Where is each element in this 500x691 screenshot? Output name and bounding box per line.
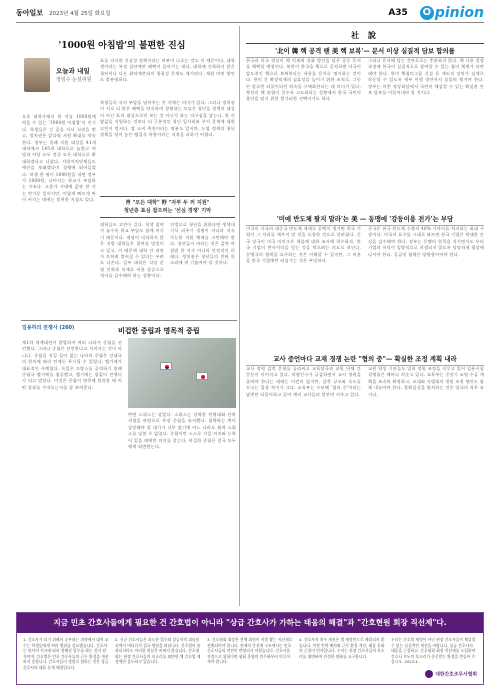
column-title: '1000원 아침밥'의 불편한 진심 xyxy=(58,41,186,51)
editorial-2-title: '미에 반도체 팔지 말라'는 美 — 동맹에 '강등이용 전가'는 부당 xyxy=(246,214,484,226)
issue-date: 2023년 4월 25일 화요일 xyxy=(49,11,111,17)
ad-column-3: 3. 간호협회 회장은 전체 회원이 직접 뽑는 직선제로 선출되어야 합니다. 현재의 간선제 구조에서는 민초 간호사들의 의견이 반영되기 어렵습니다. 간호사를 진정으로 위한다면 협회 운영의 민주화부터 이루어져야 합니다. xyxy=(207,637,293,665)
series-name: 임용하의 전쟁사 xyxy=(22,325,58,331)
japan-flag-icon xyxy=(196,372,208,380)
editorial-label: 社 說 xyxy=(246,30,484,44)
pull-quote xyxy=(100,196,235,218)
editorial-1-title: '北이 韓 핵 공격 땐 美 핵 보복'— 문서 이상 실질적 담보 합의를 xyxy=(246,46,484,58)
page-number: A35 xyxy=(388,8,408,18)
editorial-3-body-b: 교원 양성 기관들도 입학 정원 조정을 미루고 있어 임용시험 경쟁률은 해마다 치솟고 있다. 교육부는 중장기 교원 수급 계획을 조속히 확정하고, 교대와 사범대의 정원 조정 방안도 함께 내놓아야 한다. 불확실성을 방치하는 것은 당국의 직무 유기다. xyxy=(368,366,484,397)
column-body-top: 표를 의식한 선심성 정책이라는 비판이 나오는 것도 이 때문이다. 대학생이라는 특정 집단에만 혜택이 돌아가는 데다, 대학에 진학하지 않은 청년이나 다른 취약계층과의 형평성 문제도 제기된다. 재원 마련 방안도 불분명하다. xyxy=(100,58,235,83)
page-header xyxy=(16,6,484,20)
ad-column-2: 2. 신규 간호사들은 과도한 업무와 상급자의 괴롭힘 속에서 버티다가 결국 병원을 떠납니다. 간호법이 통과되더라도 이러한 현실은 바뀌지 않습니다. 간호협회는 현장 간호사들의 목소리를 외면한 채 간호법 제정에만 몰두하고 있습니다. xyxy=(115,637,201,665)
editorial-3-title: 교사 증언마다 교재 경쟁 논란 "협의 중"— 확실한 조정 계획 내라 xyxy=(246,354,484,366)
pull-quote-line-1: 靑 "모든 대학" 野 "자부 두 끼 지원" xyxy=(125,200,210,206)
korea-flag-icon xyxy=(160,362,172,370)
section-logo-icon: O xyxy=(420,6,434,20)
newspaper-logo: 동아일보 xyxy=(16,9,44,17)
column-divider xyxy=(239,26,240,606)
editorial-2-body-a: 미국이 자국의 대중국 반도체 제재로 공백이 생기면 한국 기업이 그 자리를 채우지 말 것을 요청한 것으로 알려졌다. 중국 당국이 미국 마이크론 제품에 대한 조사에 착수하자, 한국 기업이 반사이익을 얻는 것을 막으려는 의도로 보인다. 동맹국의 협력을 요구하는 것은 이해할 수 있지만, 그 비용을 한국 기업에만 떠넘기는 것은 부당하다. xyxy=(246,226,361,264)
pull-quote-line-2: 청년층 표심 잡으려는 '선심 경쟁' 기막 xyxy=(123,208,212,214)
mid-column-body-b: 반면 스위스는 달랐다. 스위스는 강력한 민병대와 산악 지형을 바탕으로 무장 중립을 유지했다. 침략하는 쪽이 감당해야 할 대가가 너무 컸기에 어느 나라도 쉽게 스위스를 넘볼 수 없었다. 중립이란 스스로 지킬 의지와 능력이 있을 때에만 의미를 갖는다. 비겁한 중립은 결국 모두에게 외면받는다. xyxy=(128,412,236,450)
editorial-1-body-a: 한국과 미국 정상이 핵 억제력 강화 방안을 담은 공동 문서를 채택할 예정이다. 북한이 한국을 핵으로 공격하면 미국이 압도적인 핵으로 보복한다는 내용을 문서로 명시하는 것이다. 한미 간 확장억제의 실효성을 높이기 위한 조치로, 그동안 말로만 되풀이되던 약속을 구체화한다는 데 의미가 있다. 북한의 핵 위협이 갈수록 고도화되는 상황에서 한국 국민의 불안을 덜기 위한 불가피한 선택이기도 하다. xyxy=(246,58,361,102)
mid-column-body-a: 제1차 세계대전이 발발하자 여러 나라가 중립을 선언했다. 그러나 중립은 선언한다고 지켜지는 것이 아니다. 중립을 지킬 힘이 없는 나라의 중립은 강대국의 편의에 따라 언제든 무시될 수 있었다. 벨기에가 대표적인 사례였다. 독일은 프랑스를 공격하기 위해 중립국 벨기에를 침공했고, 벨기에는 힘없이 전쟁터가 되고 말았다. 이것은 중립이 명목에 불과할 때 어떤 결과를 가져오는지를 잘 보여준다. xyxy=(22,340,122,390)
column-series-name: 오늘과 내일 xyxy=(56,67,90,75)
mid-column-title: 비겁한 중립과 명목적 중립 xyxy=(118,326,200,335)
mid-column-divider xyxy=(21,320,237,321)
editorial-2-body-b: 중국은 한국 반도체 수출의 40% 가까이를 차지하는 최대 시장이다. 미국의 요구를 그대로 따르면 한국 기업은 막대한 손실을 감수해야 한다. 정부는 동맹의 원칙을 지키면서도 우리 기업의 이익이 일방적으로 희생되지 않도록 당당하게 협상에 나서야 한다. 공급망 협력은 양방향이어야 한다. xyxy=(368,226,484,257)
column-body-4: 대학들도 고민이 깊다. 학생 참여가 늘수록 학교 부담도 함께 커지기 때문이다. 재정이 넉넉하지 않은 지방 대학들은 참여를 망설이고 있고, 이 때문에 대학 간 격차가 오히려 벌어질 수 있다는 우려도 나온다. 일부 대학은 식당 운영 인력과 식재료 비용 상승으로 적자를 감수해야 하는 상황이다. xyxy=(100,222,164,279)
section-title-text: pinion xyxy=(434,5,484,21)
column-body-1: 오후 대학가에서 한 끼를 1000원에 먹을 수 있는 '1000원 아침밥'이 인기다. 학생들은 긴 줄을 서서 식권을 받고, 정치권은 앞다퉈 지원 확대를 약속한다. 정부는 올해 지원 대상을 41개 대학에서 145개 대학으로 늘렸고 여당과 야당 모두 전국 모든 대학으로 확대하겠다고 나섰다. 지방자치단체들도 예산을 보태겠다며 경쟁에 뛰어들었다. 학생 한 명이 1000원을 내면 정부가 1000원, 나머지는 학교가 부담하는 구조다. 고물가 시대에 값싼 한 끼는 반가운 일이지만, 이렇게 빠르게 판이 커지는 데에는 불편한 지점도 있다. xyxy=(22,114,96,203)
ad-sponsor-logo: 대한간호조무사협회 xyxy=(425,670,477,678)
column-body-3: 학생들의 식비 부담을 덜어주는 것 자체는 의미가 있다. 그러나 정치권이 서로 더 많은 혜택을 약속하며 경쟁하는 모습은 청년을 정책의 대상이 아닌 표의 대상으로만 보는 것 아닌가 하는 의구심을 낳는다. 한 끼 밥값을 지원하는 것보다 더 근본적인 청년 일자리와 주거 문제에 대한 고민이 먼저다. 쌀 소비 촉진이라는 명분도 있지만, 농업 정책과 청년 정책을 섞어 놓은 땜질식 처방이라는 지적을 피하기 어렵다. xyxy=(100,100,235,138)
author-photo xyxy=(24,58,50,92)
editorial-1-body-b: 그러나 문서에 담는 것만으로는 충분하지 않다. 핵 사용 결정 과정에 한국이 실질적으로 참여할 수 있는 협의 체계가 마련돼야 한다. 한미 핵협의그룹 신설 등 제도적 장치가 실제로 작동할 수 있도록 세부 이행 방안까지 꼼꼼히 챙겨야 한다. 정부는 이번 정상회담에서 국민이 체감할 수 있는 확실한 안보 담보를 이끌어내야 할 것이다. xyxy=(368,58,484,96)
ad-column-1: 1. 간호사가 되기 위해서 공부하는 과정에서 대학 교수는 학생들에게 여러 행위를 강요했습니다. 간호사는 의사의 지시에 따라 정해진 업무를 하는 것이 원칙이며, 간호법은 민초 간호사들의 근무 환경을 개선하지 못합니다. 간호사들이 정말로 원하는 것은 상급 간호사의 태움 문제 해결입니다. xyxy=(23,637,109,670)
author-name: 정임수 논설위원 xyxy=(56,77,92,83)
korea-japan-map-image xyxy=(128,338,236,408)
ad-column-5: 우리는 간호법 제정이 아닌 현장 간호사들이 체감할 수 있는 실질적인 개선을 바랍니다. 상급 간호사의 태움을 근절하고, 간호협회 회장 직선제를 도입하여 간호사 모두의 목소리가 존중받는 환경을 만들어 주십시오. 2023.4. xyxy=(391,637,476,665)
ad-column-4: 4. 간호사의 처우 개선은 법 제정만으로 해결되지 않습니다. 적정 인력 배치와 근무 환경 개선, 태움 문화의 근절이 먼저입니다. 우리는 현장 간호사들의 목소리를 대변하여 진정한 변화를 요구합니다. xyxy=(299,637,385,659)
column-body-5: 진정으로 청년을 위한다면 생색내기식 퍼주기 경쟁이 아니라 지속 가능한 지원 체계를 고민해야 한다. 청년들이 바라는 것은 값싼 아침밥 한 끼가 아니라 안정적인 미래다. 정치권은 청년들의 진짜 목소리에 귀 기울여야 할 것이다. xyxy=(170,222,235,266)
series-label xyxy=(22,324,74,331)
series-number: (260) xyxy=(59,325,75,331)
editorial-3-body-a: 교사 정원 감축 문제를 둘러싸고 교육당국과 교원 단체 간 갈등이 이어지고 있다. 학령인구가 급감하면서 교사 정원을 줄여야 한다는 데에는 이견이 없지만, 감축 규모와 속도를 두고는 입장 차이가 크다. 교육부는 수년째 '협의 중'이라는 답변만 되풀이하고 있어 예비 교사들의 불안만 키우고 있다. xyxy=(246,366,361,397)
section-title xyxy=(420,5,484,21)
advertisement xyxy=(16,612,484,685)
ad-headline: 지금 민초 간호사들에게 필요한 건 간호법이 아니라 "상급 간호사가 가하는 태움의 해결"과 "간호현원 회장 직선제"다. xyxy=(17,613,483,633)
header-divider xyxy=(16,22,484,23)
